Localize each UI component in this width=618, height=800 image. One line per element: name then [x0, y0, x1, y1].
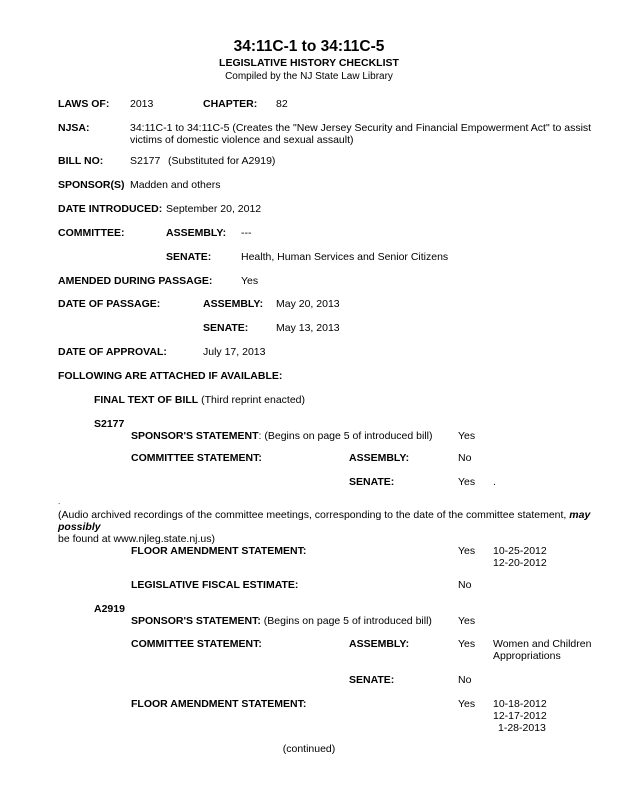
a2919-floor-date: 1-28-2013 [498, 722, 546, 734]
a2919-senate-label: SENATE: [349, 674, 395, 686]
attached-heading: FOLLOWING ARE ATTACHED IF AVAILABLE: [58, 370, 283, 382]
final-text-line [94, 394, 305, 406]
a2919-sponsor-statement-value: Yes [458, 615, 476, 627]
committee-assembly-value: --- [241, 227, 252, 239]
s2177-fiscal-estimate-label: LEGISLATIVE FISCAL ESTIMATE: [131, 579, 299, 591]
s2177-floor-date: 10-25-2012 [493, 545, 547, 557]
amended-value: Yes [241, 275, 259, 287]
s2177-dot-mark: . [58, 497, 61, 506]
s2177-assembly-value: No [458, 452, 472, 464]
date-introduced-label: DATE INTRODUCED: [58, 203, 163, 215]
bill-no-value: S2177 [130, 155, 161, 167]
a2919-sponsor-statement-label: SPONSOR'S STATEMENT: [131, 615, 261, 627]
a2919-senate-value: No [458, 674, 472, 686]
s2177-senate-label: SENATE: [349, 476, 395, 488]
sponsor-label: SPONSOR(S) [58, 179, 125, 191]
laws-of-value: 2013 [130, 98, 154, 110]
passage-label: DATE OF PASSAGE: [58, 298, 161, 310]
a2919-sponsor-statement-note: (Begins on page 5 of introduced bill) [260, 615, 432, 627]
a2919-assembly-committee: Appropriations [493, 650, 561, 662]
s2177-senate-value: Yes [458, 476, 476, 488]
amended-label: AMENDED DURING PASSAGE: [58, 275, 213, 287]
s2177-sponsor-statement-note: : (Begins on page 5 of introduced bill) [258, 430, 433, 442]
chapter-value: 82 [276, 98, 288, 110]
final-text-note: (Third reprint enacted) [201, 394, 306, 406]
s2177-bill-label: S2177 [94, 418, 125, 430]
approval-value: July 17, 2013 [203, 346, 266, 358]
a2919-floor-amendment-label: FLOOR AMENDMENT STATEMENT: [131, 698, 307, 710]
a2919-committee-statement-label: COMMITTEE STATEMENT: [131, 638, 262, 650]
s2177-sponsor-statement-value: Yes [458, 430, 476, 442]
a2919-assembly-committee: Women and Children [493, 638, 592, 650]
date-introduced-value: September 20, 2012 [166, 203, 262, 215]
audio-note-post: be found at www.njleg.state.nj.us) [58, 533, 216, 545]
a2919-sponsor-statement [131, 615, 432, 627]
committee-senate-value: Health, Human Services and Senior Citizens [241, 251, 449, 263]
s2177-floor-date: 12-20-2012 [493, 557, 547, 569]
s2177-fiscal-estimate-value: No [458, 579, 472, 591]
final-text-label: FINAL TEXT OF BILL [94, 394, 199, 406]
s2177-senate-trailing: . [493, 476, 496, 488]
laws-of-label: LAWS OF: [58, 98, 110, 110]
page-subtitle: LEGISLATIVE HISTORY CHECKLIST [219, 57, 399, 69]
a2919-floor-date: 12-17-2012 [493, 710, 547, 722]
s2177-floor-amendment-label: FLOOR AMENDMENT STATEMENT: [131, 545, 307, 557]
passage-senate-label: SENATE: [203, 322, 249, 334]
page-title: 34:11C-1 to 34:11C-5 [233, 38, 385, 55]
a2919-assembly-value: Yes [458, 638, 476, 650]
audio-note-pre: (Audio archived recordings of the committee meetings, corresponding to the date of the committee statement, [58, 509, 570, 521]
a2919-assembly-label: ASSEMBLY: [349, 638, 410, 650]
chapter-label: CHAPTER: [203, 98, 258, 110]
bill-no-label: BILL NO: [58, 155, 104, 167]
audio-note [58, 509, 608, 545]
a2919-floor-date: 10-18-2012 [493, 698, 547, 710]
approval-label: DATE OF APPROVAL: [58, 346, 167, 358]
s2177-assembly-label: ASSEMBLY: [349, 452, 410, 464]
audio-note-emphasis: may possibly [58, 509, 591, 533]
a2919-bill-label: A2919 [94, 603, 125, 615]
passage-senate-value: May 13, 2013 [276, 322, 340, 334]
committee-senate-label: SENATE: [166, 251, 212, 263]
bill-no-note: (Substituted for A2919) [168, 155, 276, 167]
committee-assembly-label: ASSEMBLY: [166, 227, 227, 239]
passage-assembly-value: May 20, 2013 [276, 298, 340, 310]
s2177-committee-statement-label: COMMITTEE STATEMENT: [131, 452, 262, 464]
sponsor-value: Madden and others [130, 179, 221, 191]
passage-assembly-label: ASSEMBLY: [203, 298, 264, 310]
compiled-by: Compiled by the NJ State Law Library [225, 71, 393, 82]
continued-note: (continued) [282, 743, 336, 755]
s2177-sponsor-statement [131, 430, 433, 442]
njsa-label: NJSA: [58, 122, 90, 134]
committee-label: COMMITTEE: [58, 227, 125, 239]
s2177-sponsor-statement-label: SPONSOR'S STATEMENT [131, 430, 259, 442]
njsa-value: 34:11C-1 to 34:11C-5 (Creates the "New Jersey Security and Financial Empowerment Act" to assist victims of domestic violence and sexual assault) [130, 122, 592, 146]
a2919-floor-amendment-value: Yes [458, 698, 476, 710]
s2177-floor-amendment-value: Yes [458, 545, 476, 557]
